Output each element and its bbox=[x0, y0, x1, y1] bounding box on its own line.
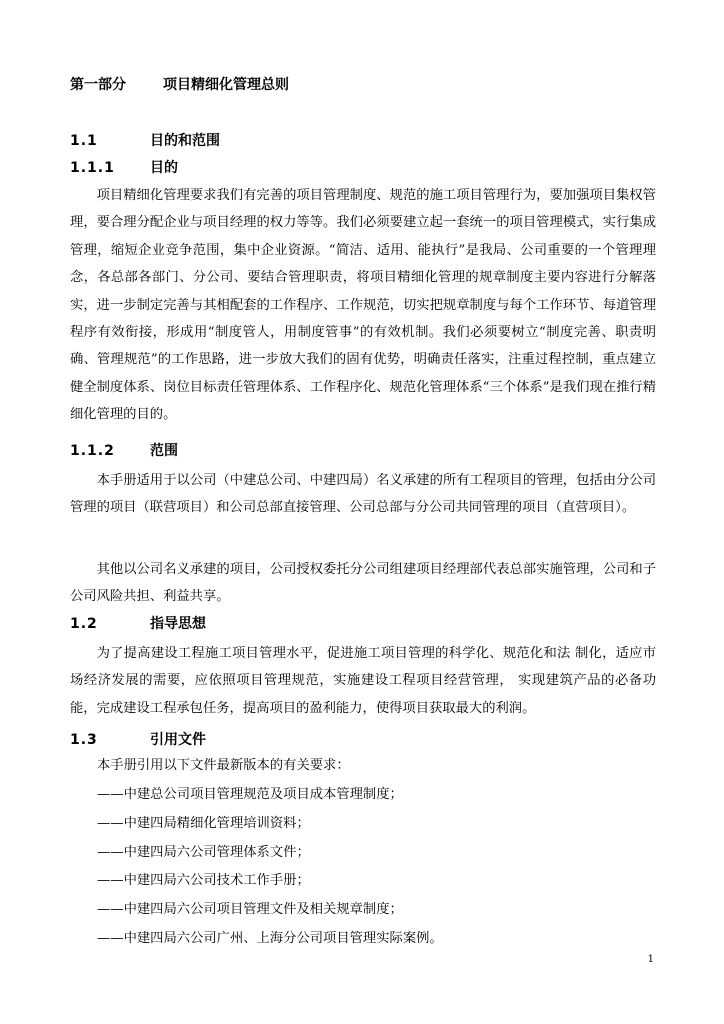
purpose-paragraph: 项目精细化管理要求我们有完善的项目管理制度、规范的施工项目管理行为，要加强项目集权管理，要合理分配企业与项目经理的权力等等。我们必须要建立起一套统一的项目管理模式，实行集成管理，缩短企业竞争范围，集中企业资源。“简洁、适用、能执行”是我局、公司重要的一个管理理念，各总部各部门、分公司、要结合管理职责，将项目精细化管理的规章制度主要内容进行分解落实，进一步制定完善与其相配套的工作程序、工作规范，切实把规章制度与每个工作环节、每道管理程序有效衔接，形成用“制度管人，用制度管事”的有效机制。我们必须要树立“制度完善、职责明确、管理规范”的工作思路，进一步放大我们的固有优势，明确责任落实，注重过程控制，重点建立健全制度体系、岗位目标责任管理体系、工作程序化、规范化管理体系“三个体系”是我们现在推行精细化管理的目的。 bbox=[70, 188, 656, 423]
section-title: 目的 bbox=[150, 160, 178, 176]
page-number: 1 bbox=[647, 954, 654, 965]
reference-item: ——中建四局六公司技术工作手册； bbox=[97, 873, 310, 888]
reference-item: ——中建四局六公司项目管理文件及相关规章制度； bbox=[97, 902, 403, 917]
section-heading-1-3 bbox=[70, 730, 206, 750]
part-heading bbox=[70, 75, 289, 95]
section-heading-1-1-1 bbox=[70, 158, 178, 178]
section-title: 目的和范围 bbox=[150, 133, 220, 149]
section-number: 1.3 bbox=[70, 732, 98, 748]
part-title: 项目精细化管理总则 bbox=[163, 77, 289, 93]
scope-paragraph-2: 其他以公司名义承建的项目，公司授权委托分公司组建项目经理部代表总部实施管理，公司和子公司风险共担、利益共享。 bbox=[70, 562, 656, 605]
part-number: 第一部分 bbox=[70, 77, 126, 93]
section-heading-1-1-2 bbox=[70, 441, 178, 461]
reference-item: ——中建四局精细化管理培训资料； bbox=[97, 816, 310, 831]
section-heading-1-2 bbox=[70, 614, 206, 634]
section-title: 范围 bbox=[150, 443, 178, 459]
guiding-paragraph: 为了提高建设工程施工项目管理水平，促进施工项目管理的科学化、规范化和法 制化，适应市场经济发展的需要，应依照项目管理规范，实施建设工程项目经营管理， 实现建筑产品的必备功能，完成建设工程承包任务，提高项目的盈利能力，使得项目获取最大的利润。 bbox=[70, 646, 656, 716]
scope-paragraph-1: 本手册适用于以公司（中建总公司、中建四局）名义承建的所有工程项目的管理，包括由分公司管理的项目（联营项目）和公司总部直接管理、公司总部与分公司共同管理的项目（直营项目）。 bbox=[70, 473, 656, 516]
section-number: 1.1.2 bbox=[70, 443, 115, 459]
reference-item: ——中建总公司项目管理规范及项目成本管理制度； bbox=[97, 787, 403, 802]
section-number: 1.2 bbox=[70, 616, 98, 632]
section-heading-1-1 bbox=[70, 131, 220, 151]
section-number: 1.1 bbox=[70, 133, 98, 149]
references-intro: 本手册引用以下文件最新版本的有关要求： bbox=[97, 758, 350, 773]
reference-item: ——中建四局六公司管理体系文件； bbox=[97, 845, 310, 860]
section-number: 1.1.1 bbox=[70, 160, 115, 176]
section-title: 引用文件 bbox=[150, 732, 206, 748]
reference-item: ——中建四局六公司广州、上海分公司项目管理实际案例。 bbox=[97, 931, 443, 946]
section-title: 指导思想 bbox=[150, 616, 206, 632]
